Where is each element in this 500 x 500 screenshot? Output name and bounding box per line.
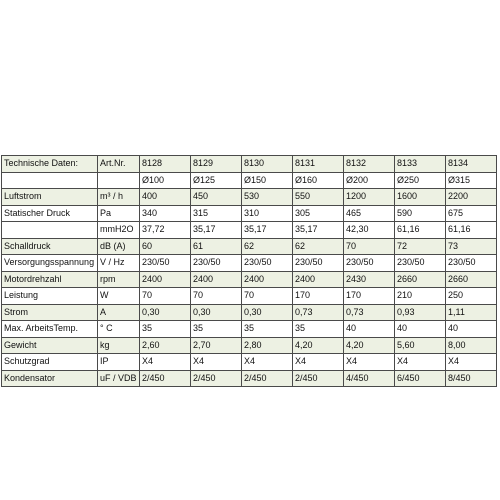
value-cell: 400 xyxy=(140,189,191,206)
table-row xyxy=(2,337,497,354)
value-cell: 8133 xyxy=(395,156,446,173)
value-cell: 8/450 xyxy=(446,370,497,387)
row-label-cell: Statischer Druck xyxy=(2,205,98,222)
value-cell: 2400 xyxy=(140,271,191,288)
value-cell: Ø200 xyxy=(344,172,395,189)
value-cell: 590 xyxy=(395,205,446,222)
value-cell: X4 xyxy=(140,354,191,371)
value-cell: 450 xyxy=(191,189,242,206)
row-label-cell: Leistung xyxy=(2,288,98,305)
row-label-cell: Schalldruck xyxy=(2,238,98,255)
unit-cell: kg xyxy=(98,337,140,354)
value-cell: 35 xyxy=(293,321,344,338)
table-row xyxy=(2,189,497,206)
value-cell: 2,70 xyxy=(191,337,242,354)
value-cell: 2660 xyxy=(446,271,497,288)
value-cell: 35 xyxy=(140,321,191,338)
row-label-cell: Motordrehzahl xyxy=(2,271,98,288)
row-label-cell: Gewicht xyxy=(2,337,98,354)
table-row xyxy=(2,288,497,305)
value-cell: 37,72 xyxy=(140,222,191,239)
value-cell: 170 xyxy=(344,288,395,305)
unit-cell: Art.Nr. xyxy=(98,156,140,173)
table-row xyxy=(2,238,497,255)
value-cell: 230/50 xyxy=(293,255,344,272)
value-cell: Ø315 xyxy=(446,172,497,189)
value-cell: 6/450 xyxy=(395,370,446,387)
value-cell: X4 xyxy=(446,354,497,371)
value-cell: 230/50 xyxy=(140,255,191,272)
value-cell: 8132 xyxy=(344,156,395,173)
value-cell: 0,30 xyxy=(242,304,293,321)
table-row xyxy=(2,156,497,173)
table-row xyxy=(2,321,497,338)
value-cell: 70 xyxy=(191,288,242,305)
row-label-cell: Schutzgrad xyxy=(2,354,98,371)
value-cell: 61,16 xyxy=(446,222,497,239)
unit-cell: dB (A) xyxy=(98,238,140,255)
value-cell: 230/50 xyxy=(395,255,446,272)
unit-cell: rpm xyxy=(98,271,140,288)
value-cell: 61 xyxy=(191,238,242,255)
value-cell: 70 xyxy=(242,288,293,305)
value-cell: 70 xyxy=(344,238,395,255)
value-cell: 8131 xyxy=(293,156,344,173)
value-cell: 4,20 xyxy=(344,337,395,354)
value-cell: 340 xyxy=(140,205,191,222)
value-cell: X4 xyxy=(242,354,293,371)
value-cell: 1200 xyxy=(344,189,395,206)
value-cell: 0,30 xyxy=(140,304,191,321)
value-cell: 4,20 xyxy=(293,337,344,354)
value-cell: 210 xyxy=(395,288,446,305)
row-label-cell: Max. ArbeitsTemp. xyxy=(2,321,98,338)
value-cell: 2,60 xyxy=(140,337,191,354)
value-cell: 42,30 xyxy=(344,222,395,239)
value-cell: 2660 xyxy=(395,271,446,288)
value-cell: 550 xyxy=(293,189,344,206)
table-row xyxy=(2,370,497,387)
value-cell: 250 xyxy=(446,288,497,305)
value-cell: 40 xyxy=(446,321,497,338)
unit-cell xyxy=(98,172,140,189)
value-cell: 170 xyxy=(293,288,344,305)
unit-cell: m³ / h xyxy=(98,189,140,206)
value-cell: 230/50 xyxy=(446,255,497,272)
value-cell: 2/450 xyxy=(140,370,191,387)
value-cell: 0,73 xyxy=(293,304,344,321)
value-cell: 2200 xyxy=(446,189,497,206)
row-label-cell xyxy=(2,222,98,239)
table-row xyxy=(2,354,497,371)
value-cell: 2,80 xyxy=(242,337,293,354)
value-cell: 230/50 xyxy=(191,255,242,272)
value-cell: 315 xyxy=(191,205,242,222)
unit-cell: mmH2O xyxy=(98,222,140,239)
value-cell: 230/50 xyxy=(344,255,395,272)
value-cell: 8134 xyxy=(446,156,497,173)
value-cell: 465 xyxy=(344,205,395,222)
value-cell: Ø125 xyxy=(191,172,242,189)
value-cell: 2400 xyxy=(293,271,344,288)
value-cell: Ø150 xyxy=(242,172,293,189)
unit-cell: uF / VDB xyxy=(98,370,140,387)
value-cell: 8,00 xyxy=(446,337,497,354)
row-label-cell: Kondensator xyxy=(2,370,98,387)
value-cell: 62 xyxy=(293,238,344,255)
value-cell: X4 xyxy=(191,354,242,371)
value-cell: 675 xyxy=(446,205,497,222)
value-cell: Ø160 xyxy=(293,172,344,189)
spec-table-body xyxy=(2,156,497,387)
value-cell: 35,17 xyxy=(293,222,344,239)
value-cell: 2400 xyxy=(191,271,242,288)
value-cell: X4 xyxy=(293,354,344,371)
value-cell: 35 xyxy=(191,321,242,338)
table-row xyxy=(2,304,497,321)
table-row xyxy=(2,205,497,222)
value-cell: 2/450 xyxy=(242,370,293,387)
table-row xyxy=(2,222,497,239)
unit-cell: A xyxy=(98,304,140,321)
value-cell: Ø250 xyxy=(395,172,446,189)
unit-cell: Pa xyxy=(98,205,140,222)
value-cell: 35,17 xyxy=(242,222,293,239)
value-cell: Ø100 xyxy=(140,172,191,189)
value-cell: 2430 xyxy=(344,271,395,288)
value-cell: 60 xyxy=(140,238,191,255)
table-row xyxy=(2,271,497,288)
spec-table xyxy=(1,155,497,387)
value-cell: 72 xyxy=(395,238,446,255)
value-cell: 8128 xyxy=(140,156,191,173)
unit-cell: W xyxy=(98,288,140,305)
value-cell: 2400 xyxy=(242,271,293,288)
row-label-cell: Versorgungsspannung xyxy=(2,255,98,272)
unit-cell: IP xyxy=(98,354,140,371)
value-cell: 62 xyxy=(242,238,293,255)
table-row xyxy=(2,172,497,189)
value-cell: 40 xyxy=(395,321,446,338)
value-cell: X4 xyxy=(344,354,395,371)
value-cell: X4 xyxy=(395,354,446,371)
value-cell: 2/450 xyxy=(191,370,242,387)
row-label-cell: Luftstrom xyxy=(2,189,98,206)
value-cell: 5,60 xyxy=(395,337,446,354)
value-cell: 0,30 xyxy=(191,304,242,321)
value-cell: 73 xyxy=(446,238,497,255)
value-cell: 40 xyxy=(344,321,395,338)
value-cell: 305 xyxy=(293,205,344,222)
value-cell: 1600 xyxy=(395,189,446,206)
value-cell: 230/50 xyxy=(242,255,293,272)
unit-cell: ° C xyxy=(98,321,140,338)
row-label-cell: Strom xyxy=(2,304,98,321)
row-label-cell: Technische Daten: xyxy=(2,156,98,173)
value-cell: 0,93 xyxy=(395,304,446,321)
row-label-cell xyxy=(2,172,98,189)
value-cell: 61,16 xyxy=(395,222,446,239)
value-cell: 0,73 xyxy=(344,304,395,321)
value-cell: 2/450 xyxy=(293,370,344,387)
value-cell: 8130 xyxy=(242,156,293,173)
value-cell: 1,11 xyxy=(446,304,497,321)
value-cell: 530 xyxy=(242,189,293,206)
table-row xyxy=(2,255,497,272)
value-cell: 310 xyxy=(242,205,293,222)
value-cell: 35 xyxy=(242,321,293,338)
value-cell: 35,17 xyxy=(191,222,242,239)
unit-cell: V / Hz xyxy=(98,255,140,272)
value-cell: 70 xyxy=(140,288,191,305)
value-cell: 8129 xyxy=(191,156,242,173)
value-cell: 4/450 xyxy=(344,370,395,387)
